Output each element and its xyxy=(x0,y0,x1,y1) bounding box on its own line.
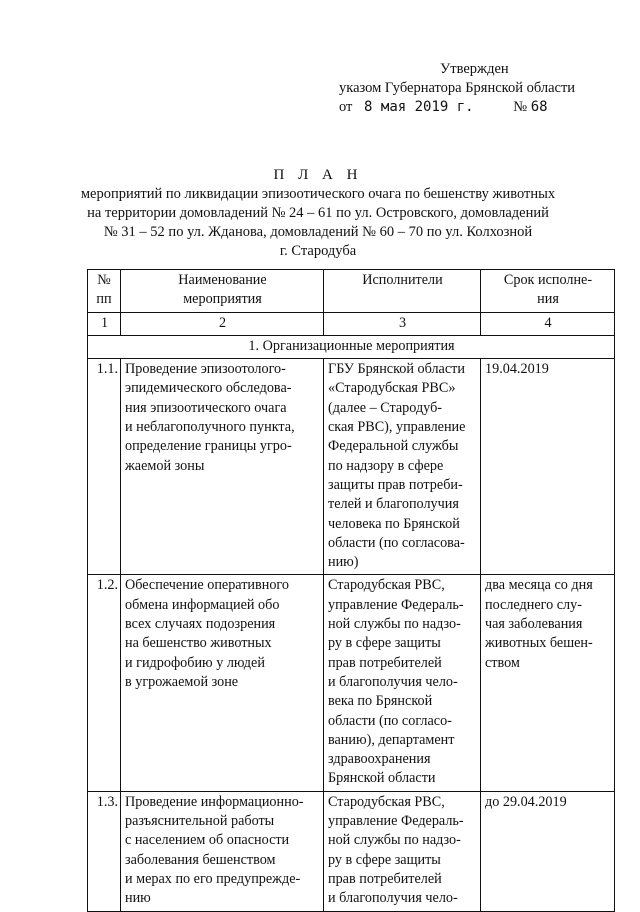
cell-text-line: заболевания бешенством xyxy=(125,851,276,868)
cell-text-line: в угрожаемой зоне xyxy=(125,673,239,690)
approval-line-decree: указом Губернатора Брянской области xyxy=(339,80,576,96)
cell-text-line: два месяца со дня xyxy=(485,577,593,594)
cell-text-line: ванию), департамент xyxy=(328,731,455,748)
cell-text-line: и неблагополучного пункта, xyxy=(125,419,295,436)
plan-heading: П Л А Н xyxy=(273,167,363,183)
cell-text-line: управление Федераль- xyxy=(328,596,464,613)
cell-text-line: Стародубская РВС, xyxy=(328,577,445,594)
cell-text-line: и мерах по его предупрежде- xyxy=(125,870,301,887)
row-executors xyxy=(324,791,481,911)
cell-text-line: и благополучия чело- xyxy=(328,890,458,907)
title-line: № 31 – 52 по ул. Жданова, домовладений № 60 – 70 по ул. Колхозной xyxy=(103,224,533,240)
table-row xyxy=(88,575,615,791)
cell-text-line: эпидемического обследова- xyxy=(125,380,292,397)
row-number: 1.3. xyxy=(88,791,121,911)
cell-text-line: защиты прав потреби- xyxy=(328,476,463,493)
cell-text-line: обмена информацией обо xyxy=(125,596,280,613)
cell-text-line: с населением об опасности xyxy=(125,832,290,849)
cell-text-line: разъяснительной работы xyxy=(125,813,275,830)
cell-text-line: управление Федераль- xyxy=(328,813,464,830)
table-row xyxy=(88,791,615,911)
cell-text-line: Проведение эпизоотолого- xyxy=(125,361,286,378)
cell-text-line: ГБУ Брянской области xyxy=(328,361,465,378)
column-number-row xyxy=(88,312,615,335)
approval-from-label: от xyxy=(339,99,353,115)
cell-text-line: прав потребителей xyxy=(328,654,442,671)
row-name xyxy=(121,791,324,911)
column-number: 1 xyxy=(88,312,121,335)
cell-text-line: ния эпизоотического очага xyxy=(125,399,287,416)
cell-text-line: и благополучия чело- xyxy=(328,673,458,690)
cell-text-line: последнего слу- xyxy=(485,596,582,613)
cell-text-line: Исполнители xyxy=(362,272,443,288)
row-term xyxy=(481,359,615,575)
header-num xyxy=(88,270,121,313)
title-line: мероприятий по ликвидации эпизоотического очага по бешенству животных xyxy=(80,186,556,202)
approval-line-date xyxy=(339,98,575,117)
approval-stamp xyxy=(339,60,575,117)
cell-text-line: всех случаях подозрения xyxy=(125,616,276,633)
cell-text-line: области (по согласо- xyxy=(328,712,452,729)
approval-date: 8 мая 2019 г. xyxy=(364,99,474,115)
column-number: 4 xyxy=(481,312,615,335)
row-number: 1.2. xyxy=(88,575,121,791)
cell-text-line: чая заболевания xyxy=(485,616,583,633)
column-number: 3 xyxy=(324,312,481,335)
row-number: 1.1. xyxy=(88,359,121,575)
cell-text-line: Брянской области xyxy=(328,770,436,787)
cell-text-line: Срок исполне- xyxy=(503,272,593,288)
cell-text-line: жаемой зоны xyxy=(125,457,205,474)
cell-text-line: до 29.04.2019 xyxy=(485,793,567,810)
cell-text-line: Стародубская РВС, xyxy=(328,793,445,810)
row-term xyxy=(481,791,615,911)
cell-text-line: «Стародубская РВС» xyxy=(328,380,456,397)
table-header-row xyxy=(88,270,615,313)
column-number: 2 xyxy=(121,312,324,335)
approval-number-label: № xyxy=(513,99,528,115)
plan-table xyxy=(87,269,615,912)
cell-text-line: 19.04.2019 xyxy=(485,361,549,378)
row-executors xyxy=(324,359,481,575)
row-term xyxy=(481,575,615,791)
cell-text-line: нию) xyxy=(328,554,359,571)
row-name xyxy=(121,359,324,575)
title-line: г. Стародуба xyxy=(279,243,357,259)
cell-text-line: определение границы угро- xyxy=(125,438,292,455)
header-name xyxy=(121,270,324,313)
row-name xyxy=(121,575,324,791)
cell-text-line: здравоохранения xyxy=(328,751,431,768)
cell-text-line: прав потребителей xyxy=(328,870,442,887)
cell-text-line: области (по согласова- xyxy=(328,534,465,551)
cell-text-line: Наименование xyxy=(178,272,267,288)
cell-text-line: ру в сфере защиты xyxy=(328,635,441,652)
cell-text-line: ская РВС), управление xyxy=(328,419,466,436)
cell-text-line: (далее – Стародуб- xyxy=(328,399,443,416)
approval-line-approved: Утвержден xyxy=(440,61,509,77)
document-title xyxy=(80,166,556,261)
cell-text-line: № xyxy=(97,272,111,288)
cell-text-line: века по Брянской xyxy=(328,693,433,710)
header-term xyxy=(481,270,615,313)
cell-text-line: Проведение информационно- xyxy=(125,793,304,810)
cell-text-line: животных бешен- xyxy=(485,635,593,652)
cell-text-line: ной службы по надзо- xyxy=(328,832,461,849)
approval-number: 68 xyxy=(530,99,548,115)
cell-text-line: и гидрофобию у людей xyxy=(125,654,265,671)
header-executors xyxy=(324,270,481,313)
cell-text-line: по надзору в сфере xyxy=(328,457,444,474)
cell-text-line: пп xyxy=(96,291,112,308)
title-line: на территории домовладений № 24 – 61 по ул. Островского, домовладений xyxy=(87,205,549,221)
cell-text-line: на бешенство животных xyxy=(125,635,272,652)
table-row xyxy=(88,359,615,575)
row-executors xyxy=(324,575,481,791)
cell-text-line: ния xyxy=(537,291,559,308)
section-title: 1. Организационные мероприятия xyxy=(88,335,615,358)
cell-text-line: Федеральной службы xyxy=(328,438,459,455)
cell-text-line: нию xyxy=(125,890,151,907)
cell-text-line: телей и благополучия xyxy=(328,496,459,513)
cell-text-line: ру в сфере защиты xyxy=(328,851,441,868)
cell-text-line: Обеспечение оперативного xyxy=(125,577,289,594)
cell-text-line: человека по Брянской xyxy=(328,515,460,532)
cell-text-line: ной службы по надзо- xyxy=(328,616,461,633)
section-row xyxy=(88,335,615,358)
cell-text-line: мероприятия xyxy=(183,291,262,308)
cell-text-line: ством xyxy=(485,654,520,671)
